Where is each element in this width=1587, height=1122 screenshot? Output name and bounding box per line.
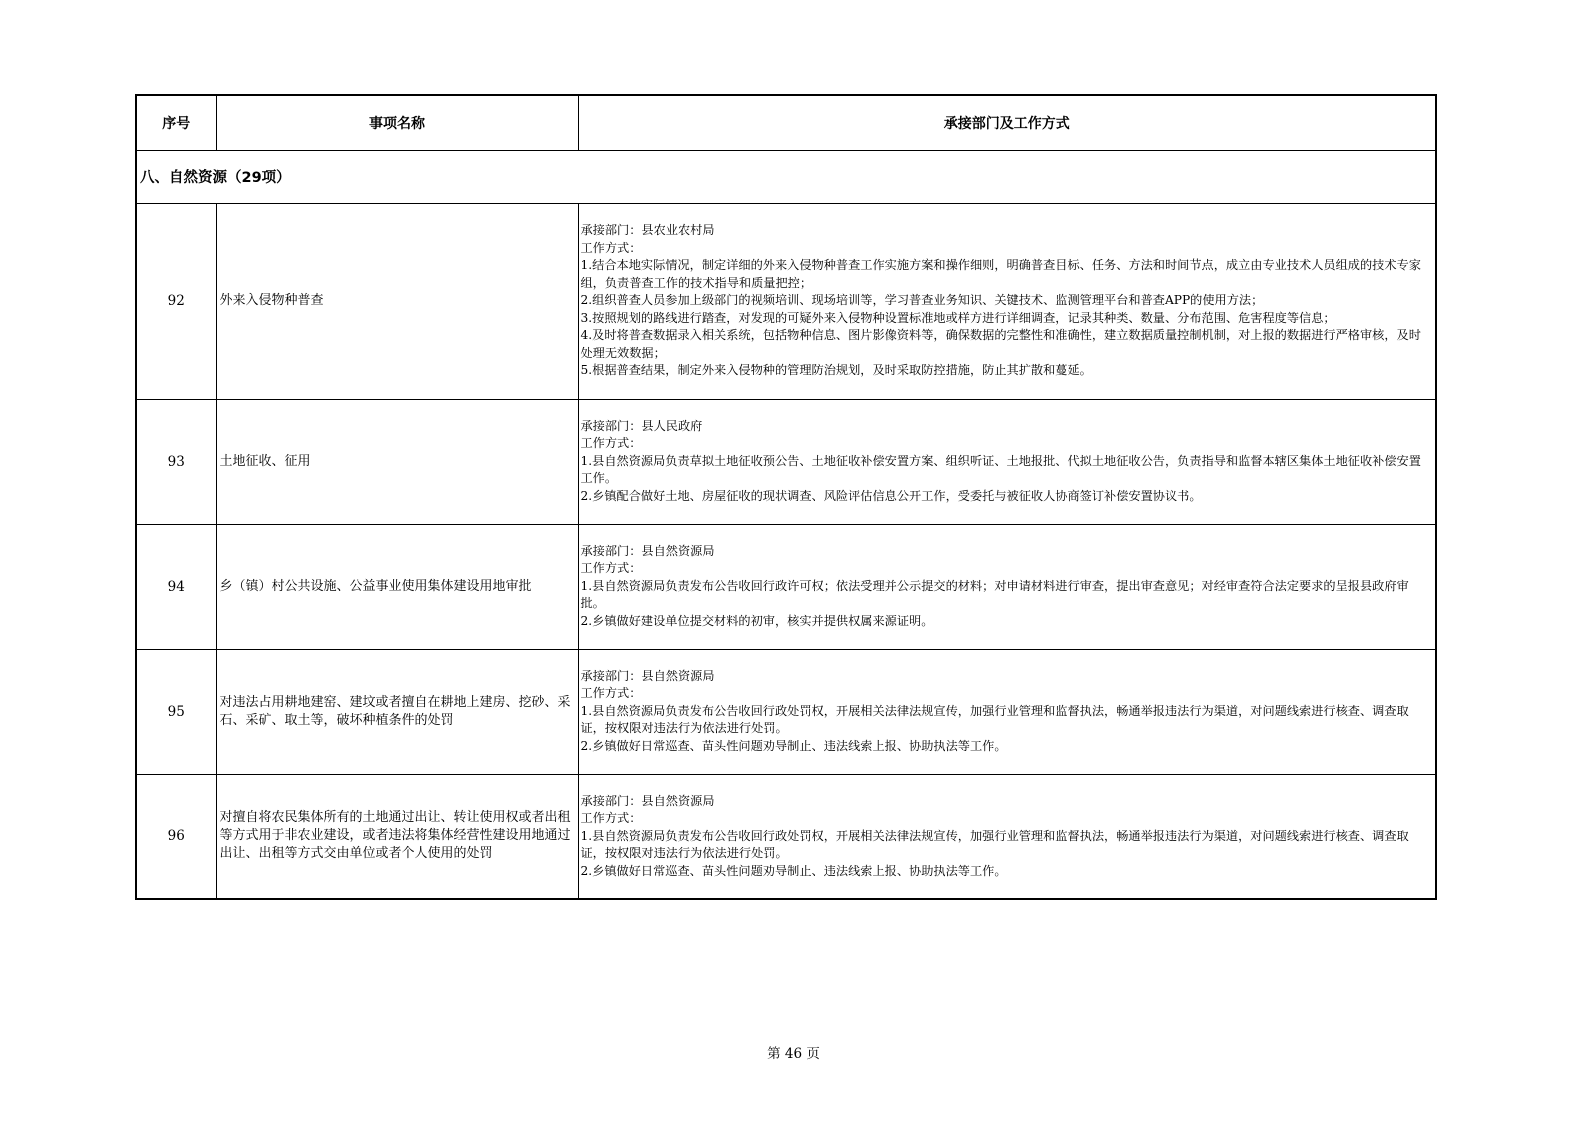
row-name: 土地征收、征用 [216, 399, 578, 524]
dept-line: 4.及时将普查数据录入相关系统，包括物种信息、图片影像资料等，确保数据的完整性和准确性，建立数据质量控制机制，对上报的数据进行严格审核，及时处理无效数据； [580, 328, 1421, 360]
row-dept [578, 774, 1436, 899]
dept-line: 工作方式： [580, 561, 642, 576]
dept-line: 1.县自然资源局负责发布公告收回行政处罚权，开展相关法律法规宣传，加强行业管理和监督执法，畅通举报违法行为渠道，对问题线索进行核查、调查取证，按权限对违法行为依法进行处罚。 [580, 703, 1409, 736]
table-row [136, 399, 1436, 524]
items-table [135, 94, 1437, 900]
page-number: 第 46 页 [767, 1046, 820, 1062]
dept-line: 5.根据普查结果，制定外来入侵物种的管理防治规划，及时采取防控措施，防止其扩散和蔓延。 [580, 363, 1092, 378]
section-title: 八、自然资源（29项） [136, 150, 1436, 203]
header-name: 事项名称 [216, 95, 578, 150]
table-row [136, 774, 1436, 899]
section-row [136, 150, 1436, 203]
table-row [136, 649, 1436, 774]
dept-line: 承接部门：县农业农村局 [580, 223, 715, 238]
row-no: 93 [136, 399, 216, 524]
dept-line: 承接部门：县自然资源局 [580, 543, 715, 558]
dept-line: 2.组织普查人员参加上级部门的视频培训、现场培训等，学习普查业务知识、关键技术、监测管理平台和普查APP的使用方法； [580, 293, 1264, 308]
table-row [136, 524, 1436, 649]
dept-line: 2.乡镇做好建设单位提交材料的初审，核实并提供权属来源证明。 [580, 613, 934, 628]
row-dept [578, 649, 1436, 774]
dept-line: 承接部门：县自然资源局 [580, 793, 715, 808]
dept-line: 1.结合本地实际情况，制定详细的外来入侵物种普查工作实施方案和操作细则，明确普查目标、任务、方法和时间节点，成立由专业技术人员组成的技术专家组，负责普查工作的技术指导和质量把控； [580, 258, 1421, 290]
dept-line: 承接部门：县自然资源局 [580, 668, 715, 683]
row-dept [578, 399, 1436, 524]
dept-line: 1.县自然资源局负责发布公告收回行政许可权；依法受理并公示提交的材料；对申请材料进行审查，提出审查意见；对经审查符合法定要求的呈报县政府审批。 [580, 578, 1409, 611]
dept-line: 工作方式： [580, 811, 642, 825]
row-name: 对违法占用耕地建窑、建坟或者擅自在耕地上建房、挖砂、采石、采矿、取土等，破坏种植条件的处罚 [216, 649, 578, 774]
dept-line: 工作方式： [580, 436, 642, 451]
dept-line: 工作方式： [580, 240, 642, 255]
header-no: 序号 [136, 95, 216, 150]
dept-line: 3.按照规划的路线进行踏查，对发现的可疑外来入侵物种设置标准地或样方进行详细调查，记录其种类、数量、分布范围、危害程度等信息； [580, 310, 1336, 325]
row-no: 94 [136, 524, 216, 649]
dept-line: 承接部门：县人民政府 [580, 418, 703, 433]
header-dept: 承接部门及工作方式 [578, 95, 1436, 150]
dept-line: 2.乡镇做好日常巡查、苗头性问题劝导制止、违法线索上报、协助执法等工作。 [580, 738, 1007, 753]
row-dept [578, 203, 1436, 399]
dept-line: 2.乡镇配合做好土地、房屋征收的现状调查、风险评估信息公开工作，受委托与被征收人协商签订补偿安置协议书。 [580, 488, 1202, 503]
dept-line: 2.乡镇做好日常巡查、苗头性问题劝导制止、违法线索上报、协助执法等工作。 [580, 863, 1007, 878]
dept-line: 工作方式： [580, 686, 642, 701]
table-header-row [136, 95, 1436, 150]
row-dept [578, 524, 1436, 649]
row-no: 95 [136, 649, 216, 774]
dept-line: 1.县自然资源局负责发布公告收回行政处罚权，开展相关法律法规宣传，加强行业管理和监督执法，畅通举报违法行为渠道，对问题线索进行核查、调查取证，按权限对违法行为依法进行处罚。 [580, 828, 1409, 860]
row-no: 92 [136, 203, 216, 399]
row-name: 对擅自将农民集体所有的土地通过出让、转让使用权或者出租等方式用于非农业建设，或者违法将集体经营性建设用地通过出让、出租等方式交由单位或者个人使用的处罚 [216, 774, 578, 899]
table-row [136, 203, 1436, 399]
row-name: 外来入侵物种普查 [216, 203, 578, 399]
dept-line: 1.县自然资源局负责草拟土地征收预公告、土地征收补偿安置方案、组织听证、土地报批、代拟土地征收公告，负责指导和监督本辖区集体土地征收补偿安置工作。 [580, 453, 1421, 486]
row-name: 乡（镇）村公共设施、公益事业使用集体建设用地审批 [216, 524, 578, 649]
row-no: 96 [136, 774, 216, 899]
